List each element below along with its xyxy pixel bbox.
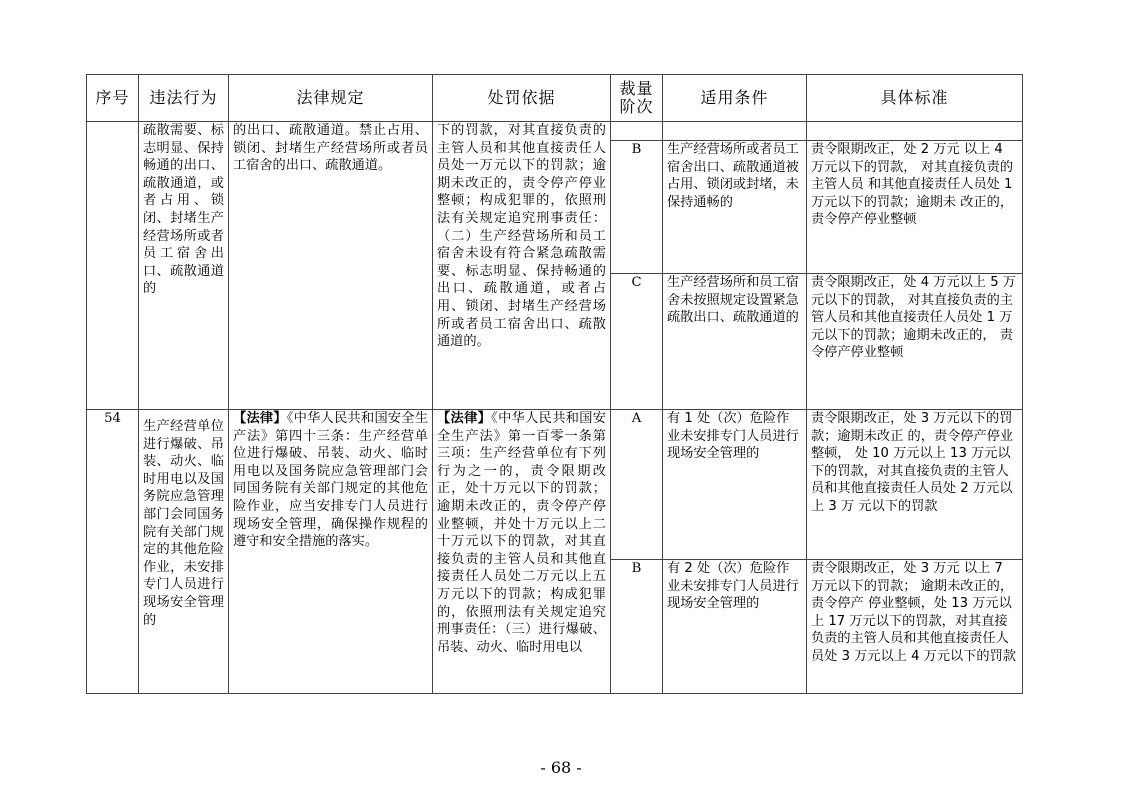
header-law: 法律规定 — [229, 75, 433, 122]
table-row — [87, 122, 1023, 141]
row1-tier-b-standard: 责令限期改正，处 2 万元 以上 4 万元以下的罚款， 对其直接负责的主管人员 和其他直接责任人员处 1 万元以下的罚款；逾期未 改正的，责令停产停业整顿 — [807, 141, 1023, 274]
row54-tier-a-standard: 责令限期改正，处 3 万元以下的罚款；逾期未改正 的，责令停产停业整顿， 处 10 万元以上 13 万元以 下的罚款，对其直接负责的主管人员和其他直接责任人员处 2 万元以上 3 万 元以下的罚款 — [807, 410, 1023, 560]
row54-law — [229, 410, 433, 694]
row1-behavior: 疏散需要、标志明显、保持畅通的出口、疏散通道，或者占用、锁闭、封堵生产经营场所或者员工宿舍出口、疏散通道的 — [139, 122, 229, 410]
row1-tier-b-level: B — [611, 141, 663, 274]
row54-basis-text: 《中华人民共和国安全生产法》第一百零一条第三项：生产经营单位有下列行为之一的，责令限期改正，处十万元以下的罚款；逾期未改正的，责令停产停业整顿，并处十万元以上二十万元以下的罚款，对其直接负责的主管人员和其他直接责任人员处二万元以上五万元以下的罚款；构成犯罪的，依照刑法有关规定追究刑事责任：（三）进行爆破、吊装、动火、临时用电以 — [437, 411, 606, 655]
header-behavior: 违法行为 — [139, 75, 229, 122]
row1-empty-condition — [663, 122, 807, 141]
table-row — [87, 410, 1023, 560]
row54-basis — [433, 410, 611, 694]
row1-empty-standard — [807, 122, 1023, 141]
header-no: 序号 — [87, 75, 139, 122]
row1-tier-c-level: C — [611, 274, 663, 410]
header-basis: 处罚依据 — [433, 75, 611, 122]
header-condition: 适用条件 — [663, 75, 807, 122]
row1-tier-c-condition: 生产经营场所和员工宿舍未按照规定设置紧急疏散出口、疏散通道的 — [663, 274, 807, 410]
row54-tier-b-level: B — [611, 560, 663, 694]
row1-basis: 下的罚款，对其直接负责的主管人员和其他直接责任人员处一万元以下的罚款；逾期未改正的，责令停产停业整顿；构成犯罪的，依照刑法有关规定追究刑事责任：（二）生产经营场所和员工宿舍未设有符合紧急疏散需要、标志明显、保持畅通的出口、疏散通道，或者占用、锁闭、封堵生产经营场所或者员工宿舍出口、疏散通道的。 — [433, 122, 611, 410]
header-level: 裁量阶次 — [611, 75, 663, 122]
row54-tier-a-level: A — [611, 410, 663, 560]
row54-no: 54 — [87, 410, 139, 694]
header-row — [87, 75, 1023, 122]
row54-law-text: 《中华人民共和国安全生产法》第四十三条：生产经营单位进行爆破、吊装、动火、临时用电以及国务院应急管理部门会同国务院有关部门规定的其他危险作业，应当安排专门人员进行现场安全管理，确保操作规程的遵守和安全措施的落实。 — [233, 411, 429, 550]
row1-tier-c-standard: 责令限期改正，处 4 万元以上 5 万元以下的罚款， 对其直接负责的主管人员和其他直接责任人员处 1 万元以下的罚款；逾期未改正的， 责令停产停业整顿 — [807, 274, 1023, 410]
row54-basis-tag: 【法律】 — [437, 411, 492, 426]
row1-tier-b-condition: 生产经营场所或者员工宿舍出口、疏散通道被占用、锁闭或封堵，未保持通畅的 — [663, 141, 807, 274]
penalty-table — [86, 74, 1023, 694]
row1-law: 的出口、疏散通道。禁止占用、锁闭、封堵生产经营场所或者员工宿舍的出口、疏散通道。 — [229, 122, 433, 410]
row54-tier-b-standard: 责令限期改正，处 3 万元 以上 7 万元以下的罚款； 逾期未改正的，责令停产 停业整顿，处 13 万元以上 17 万元以下的罚款，对其直接负责的主管人员和其他直接责任人员处 3 万元以上 4 万元以下的罚款 — [807, 560, 1023, 694]
row54-tier-b-condition: 有 2 处（次）危险作业未安排专门人员进行现场安全管理的 — [663, 560, 807, 694]
row54-law-tag: 【法律】 — [233, 411, 287, 426]
row1-no — [87, 122, 139, 410]
row54-behavior: 生产经营单位进行爆破、吊装、动火、临时用电以及国务院应急管理部门会同国务院有关部门规定的其他危险作业，未安排专门人员进行现场安全管理的 — [139, 410, 229, 694]
page-number: - 68 - — [540, 758, 582, 777]
row1-empty-level — [611, 122, 663, 141]
row54-tier-a-condition: 有 1 处（次）危险作业未安排专门人员进行现场安全管理的 — [663, 410, 807, 560]
header-standard: 具体标准 — [807, 75, 1023, 122]
